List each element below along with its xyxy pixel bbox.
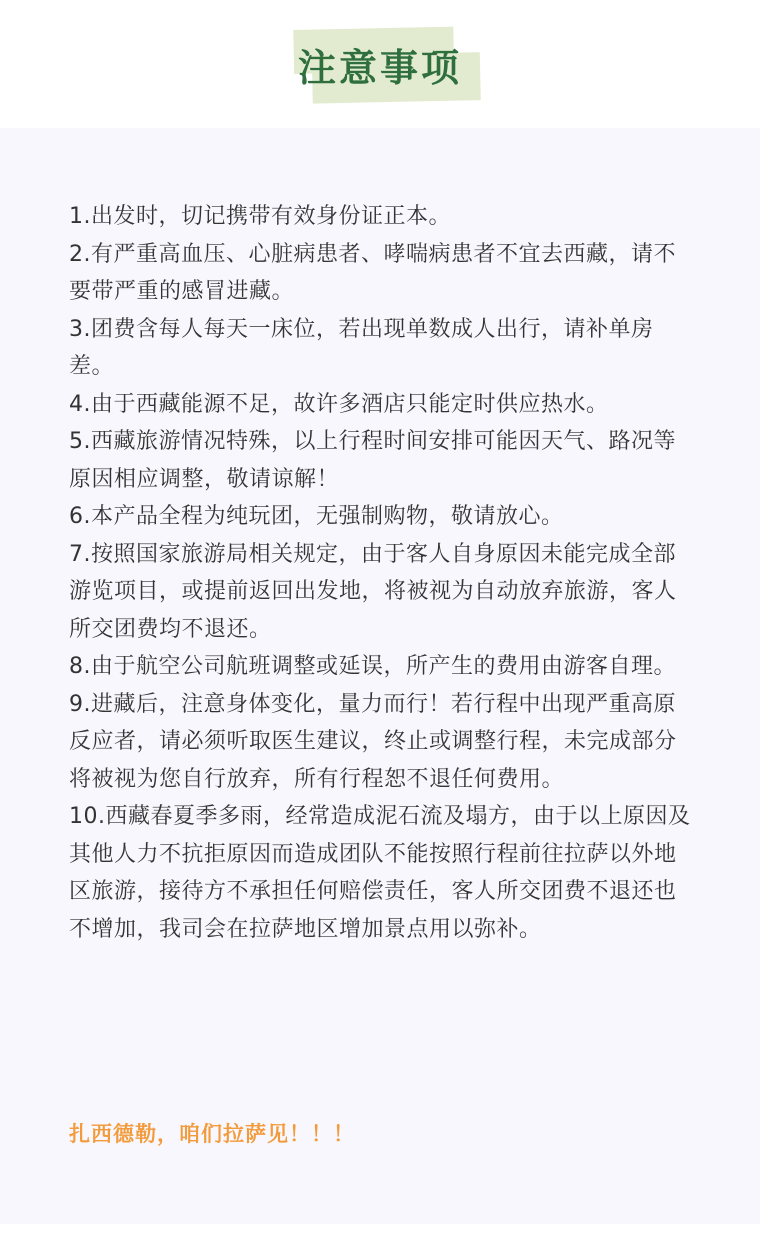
note-item: 8.由于航空公司航班调整或延误，所产生的费用由游客自理。 xyxy=(69,654,676,679)
note-item: 9.进藏后，注意身体变化，量力而行！若行程中出现严重高原反应者，请必须听取医生建议，终止或调整行程，未完成部分将被视为您自行放弃，所有行程恕不退任何费用。 xyxy=(69,691,677,792)
note-item: 10.西藏春夏季多雨，经常造成泥石流及塌方，由于以上原因及其他人力不抗拒原因而造成团队不能按照行程前往拉萨以外地区旅游，接待方不承担任何赔偿责任，客人所交团费不退还也不增加，我司会在拉萨地区增加景点用以弥补。 xyxy=(69,804,691,942)
note-item: 5.西藏旅游情况特殊，以上行程时间安排可能因天气、路况等原因相应调整，敬请谅解！ xyxy=(69,429,676,492)
note-item: 6.本产品全程为纯玩团，无强制购物，敬请放心。 xyxy=(69,504,564,529)
notes-panel xyxy=(0,128,760,1224)
header xyxy=(0,0,760,128)
farewell-text: 扎西德勒，咱们拉萨见！！！ xyxy=(69,1122,355,1146)
note-item: 1.出发时，切记携带有效身份证正本。 xyxy=(69,204,451,229)
notes-list xyxy=(69,198,697,948)
page-title: 注意事项 xyxy=(297,46,462,90)
note-item: 3.团费含每人每天一床位，若出现单数成人出行，请补单房差。 xyxy=(69,316,654,379)
note-item: 4.由于西藏能源不足，故许多酒店只能定时供应热水。 xyxy=(69,391,609,417)
note-item: 2.有严重高血压、心脏病患者、哮喘病患者不宜去西藏，请不要带严重的感冒进藏。 xyxy=(69,241,676,304)
note-item: 7.按照国家旅游局相关规定，由于客人自身原因未能完成全部游览项目，或提前返回出发地，将被视为自动放弃旅游，客人所交团费均不退还。 xyxy=(69,541,677,642)
